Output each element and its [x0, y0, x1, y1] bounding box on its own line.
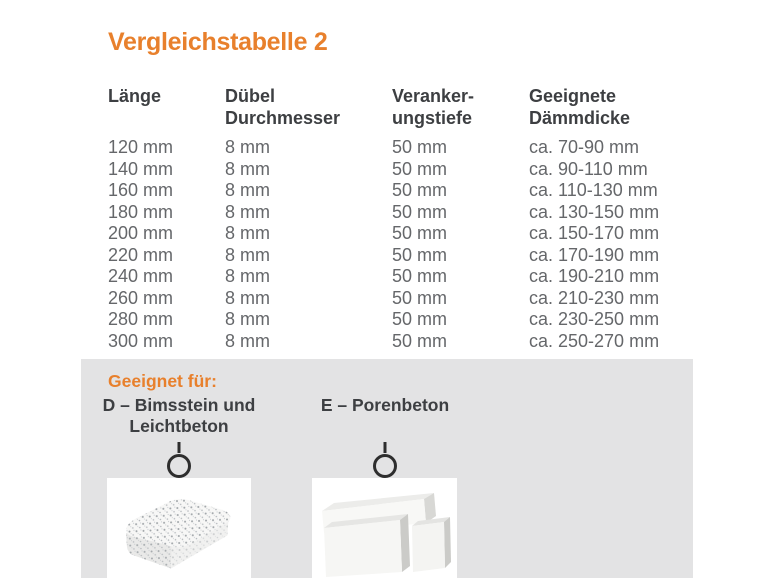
table-cell: 50 mm [392, 201, 448, 222]
suitability-item-e-label: E – Porenbeton [320, 395, 450, 415]
table-cell: 260 mm [108, 287, 174, 308]
table-row [0, 223, 770, 245]
table-cell: 50 mm [392, 137, 448, 157]
table-cell: 140 mm [108, 158, 174, 179]
table-cell: 180 mm [108, 201, 174, 222]
connector-ring-icon [166, 441, 192, 481]
table-cell: 50 mm [392, 158, 448, 179]
table-cell: ca. 90-110 mm [529, 158, 648, 179]
table-cell: ca. 70-90 mm [529, 137, 640, 157]
table-row [0, 309, 770, 331]
table-cell: 50 mm [392, 287, 448, 308]
connector-ring-icon [372, 441, 398, 481]
table-cell: 50 mm [392, 180, 448, 200]
table-cell: 8 mm [225, 309, 270, 329]
table-row [0, 288, 770, 310]
table-cell: 300 mm [108, 330, 174, 351]
table-cell: ca. 110-130 mm [529, 180, 658, 200]
product-card-bimsstein [107, 478, 251, 578]
table-cell: 50 mm [392, 244, 448, 265]
table-cell: 8 mm [225, 287, 270, 308]
table-cell: 8 mm [225, 223, 270, 243]
table-cell: 8 mm [225, 244, 270, 265]
table-cell: 240 mm [108, 266, 174, 286]
table-cell: 8 mm [225, 137, 270, 157]
bimsstein-leichtbeton-block-image [107, 478, 251, 578]
table-cell: 220 mm [108, 244, 174, 265]
table-row [0, 202, 770, 224]
table-row [0, 245, 770, 267]
table-cell: 200 mm [108, 223, 174, 243]
suitability-item-d-label: D – Bimsstein und Leichtbeton [102, 395, 256, 436]
column-header-daemmdicke: Geeignete Dämmdicke [529, 86, 631, 128]
table-cell: 8 mm [225, 201, 270, 222]
table-row [0, 137, 770, 159]
column-header-laenge: Länge [108, 86, 162, 106]
product-card-porenbeton [312, 478, 457, 578]
table-cell: ca. 210-230 mm [529, 287, 660, 308]
column-header-duebel-durchmesser: Dübel Durchmesser [225, 86, 341, 128]
table-row [0, 266, 770, 288]
table-cell: ca. 190-210 mm [529, 266, 660, 286]
table-cell: 120 mm [108, 137, 174, 157]
table-row [0, 159, 770, 181]
table-cell: ca. 150-170 mm [529, 223, 660, 243]
table-cell: 160 mm [108, 180, 174, 200]
column-header-verankerungstiefe: Veranker- ungstiefe [392, 86, 475, 128]
suitability-panel [81, 359, 693, 578]
table-cell: ca. 170-190 mm [529, 244, 660, 265]
table-cell: 50 mm [392, 309, 448, 329]
table-cell: ca. 230-250 mm [529, 309, 660, 329]
suitability-heading: Geeignet für: [108, 371, 217, 391]
table-cell: 8 mm [225, 330, 270, 351]
table-cell: 8 mm [225, 158, 270, 179]
table-cell: 8 mm [225, 180, 270, 200]
comparison-table-body [0, 137, 770, 352]
table-header-row [0, 85, 770, 133]
table-cell: 8 mm [225, 266, 270, 286]
table-cell: 50 mm [392, 266, 448, 286]
table-cell: 50 mm [392, 223, 448, 243]
page-title: Vergleichstabelle 2 [108, 28, 328, 56]
table-row [0, 331, 770, 353]
porenbeton-blocks-image [312, 478, 457, 578]
table-cell: ca. 250-270 mm [529, 330, 660, 351]
table-cell: 280 mm [108, 309, 174, 329]
table-row [0, 180, 770, 202]
table-cell: ca. 130-150 mm [529, 201, 660, 222]
table-cell: 50 mm [392, 330, 448, 351]
